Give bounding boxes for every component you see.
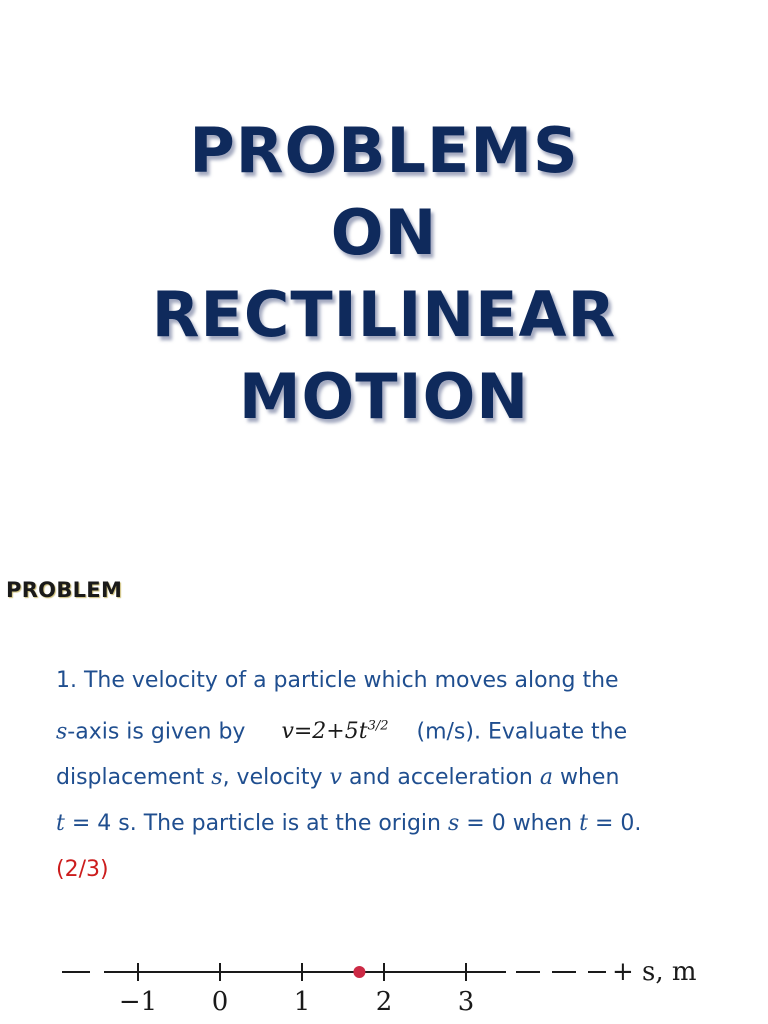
equation-exponent: 3/2 — [367, 719, 389, 734]
problem-line-3 — [56, 755, 706, 801]
problem-text-3c: and acceleration — [341, 765, 540, 791]
var-a: a — [539, 765, 553, 791]
problem-text-2b: (m/s). Evaluate the — [416, 719, 628, 745]
problem-text-3a: displacement — [56, 765, 212, 791]
problem-text-2a: -axis is given by — [67, 719, 246, 745]
title-line-1: PROBLEMS — [189, 114, 579, 187]
axis-tick-label-1: 0 — [211, 987, 229, 1017]
var-t-2: t — [579, 811, 588, 837]
problem-line-2 — [56, 704, 706, 755]
position-axis — [0, 940, 768, 1024]
axis-label: + s, m — [612, 957, 697, 987]
problem-number: 1. — [56, 668, 77, 693]
axis-group — [62, 963, 606, 1017]
var-v: v — [329, 765, 342, 791]
var-s-2: s — [211, 765, 223, 791]
title-line-2: ON — [330, 196, 438, 269]
problem-line-4 — [56, 801, 706, 847]
var-t: t — [56, 811, 65, 837]
var-s-3: s — [447, 811, 460, 837]
problem-heading: PROBLEM — [6, 578, 123, 602]
axis-tick-label-3: 2 — [375, 987, 393, 1017]
axis-tick-label-2: 1 — [293, 987, 311, 1017]
axis-tick-label-4: 3 — [457, 987, 475, 1017]
problem-reference: (2/3) — [56, 857, 109, 883]
title-line-4: MOTION — [238, 360, 530, 433]
title-line-3: RECTILINEAR — [151, 278, 617, 351]
velocity-equation — [281, 719, 388, 744]
particle-marker — [353, 966, 365, 978]
problem-text-1: The velocity of a particle which moves along the — [77, 668, 619, 693]
problem-text-3b: , velocity — [222, 765, 330, 791]
problem-text-4b: = 0 when — [459, 811, 580, 837]
var-s: s — [56, 719, 68, 745]
problem-line-1 — [56, 658, 706, 704]
slide-title — [0, 110, 768, 438]
problem-text-3d: when — [553, 765, 620, 791]
problem-text-4a: = 4 s. The particle is at the origin — [64, 811, 448, 837]
equation-base: v=2+5t — [281, 719, 368, 745]
problem-statement — [56, 658, 706, 893]
axis-tick-label-0: −1 — [118, 987, 158, 1017]
problem-text-4c: = 0. — [587, 811, 642, 837]
